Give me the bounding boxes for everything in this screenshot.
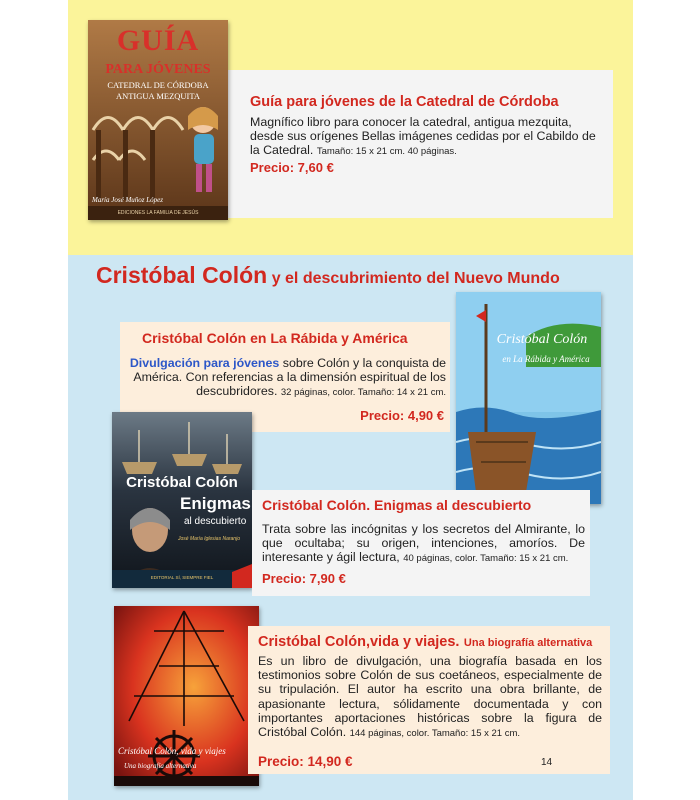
- book2-price: Precio: 4,90 €: [360, 408, 444, 423]
- book3-cover[interactable]: [112, 412, 252, 588]
- section-heading: [96, 262, 616, 289]
- book4-cover[interactable]: [114, 606, 259, 786]
- section-heading-rest: y el descubrimiento del Nuevo Mundo: [271, 270, 560, 287]
- book3-cover-title: Cristóbal Colón: [126, 474, 238, 491]
- section-heading-main: Cristóbal Colón: [96, 262, 268, 288]
- book1-specs: Tamaño: 15 x 21 cm. 40 páginas.: [316, 146, 457, 158]
- book1-cover-title: GUÍA: [116, 24, 200, 57]
- book4-description: [258, 654, 602, 741]
- book3-description: [262, 522, 585, 567]
- book1-description-text: Magnífico libro para conocer la catedral, antigua mezquita, desde sus orígenes Bellas imágenes cedidas por el Cabildo de la Catedral.: [250, 115, 596, 158]
- book1-cover-author: María José Muñoz López: [92, 196, 163, 204]
- book1-title: Guía para jóvenes de la Catedral de Córdoba: [250, 94, 559, 110]
- book1-cover-publisher: EDICIONES LA FAMILIA DE JESÚS: [117, 210, 199, 216]
- page-number: 14: [541, 757, 553, 768]
- book1-cover[interactable]: [88, 20, 228, 220]
- book3-description-text: Trata sobre las incógnitas y los secretos del Almirante, lo que ocultaba; su origen, intenciones, amoríos. De interesante y ágil lectura,: [262, 522, 585, 565]
- book2-cover[interactable]: [456, 292, 601, 504]
- book3-title: Cristóbal Colón. Enigmas al descubierto: [262, 497, 532, 513]
- book4-description-text: Es un libro de divulgación, una biografía basada en los testimonios sobre Colón de sus coetáneos, especialmente de su tripulación. El autor ha escrito una obra brillante, de apasionante lectura, sólidamente documentada y con importantes aportaciones históricas sobre la figura de Cristóbal Colón.: [258, 654, 602, 740]
- book1-cover-subtitle: PARA JÓVENES: [105, 62, 211, 77]
- book4-title-suffix: Una biografía alternativa: [463, 637, 593, 649]
- book2-highlight: Divulgación para jóvenes: [129, 356, 280, 370]
- book3-cover-main: Enigmas: [180, 494, 251, 513]
- book4-specs: 144 páginas, color. Tamaño: 15 x 21 cm.: [349, 728, 521, 740]
- book3-cover-subtitle: al descubierto: [184, 516, 247, 527]
- ship-illustration: [456, 292, 601, 504]
- book4-cover-title: Cristóbal Colón, vida y viajes: [118, 746, 226, 756]
- book4-title: [258, 633, 608, 651]
- book4-price: Precio: 14,90 €: [258, 754, 353, 769]
- book4-title-main: Cristóbal Colón,vida y viajes.: [258, 634, 460, 650]
- book2-title: Cristóbal Colón en La Rábida y América: [142, 330, 408, 346]
- book1-description: [250, 115, 602, 160]
- book3-cover-publisher: EDITORIAL SÍ, SIEMPRE FIEL: [150, 575, 214, 580]
- book3-specs: 40 páginas, color. Tamaño: 15 x 21 cm.: [403, 553, 569, 565]
- book1-cover-line1: CATEDRAL DE CÓRDOBA: [107, 80, 209, 90]
- book2-cover-subtitle: en La Rábida y América: [502, 354, 590, 364]
- book1-cover-line2: ANTIGUA MEZQUITA: [115, 91, 201, 101]
- catalog-page: [68, 0, 633, 800]
- book2-cover-title: Cristóbal Colón: [496, 332, 588, 347]
- book2-specs: 32 páginas, color. Tamaño: 14 x 21 cm.: [280, 387, 446, 399]
- book2-description: [126, 356, 446, 401]
- book1-price: Precio: 7,60 €: [250, 160, 334, 175]
- book3-cover-author: José María Iglesias Naranjo: [178, 536, 240, 542]
- book2-description-text: sobre Colón y la conquista de América. Con referencias a la dimensión espiritual de los descubridores.: [133, 356, 446, 399]
- book4-cover-subtitle: Una biografía alternativa: [124, 762, 197, 770]
- ship-silhouette-illustration: [114, 606, 259, 786]
- book3-price: Precio: 7,90 €: [262, 571, 346, 586]
